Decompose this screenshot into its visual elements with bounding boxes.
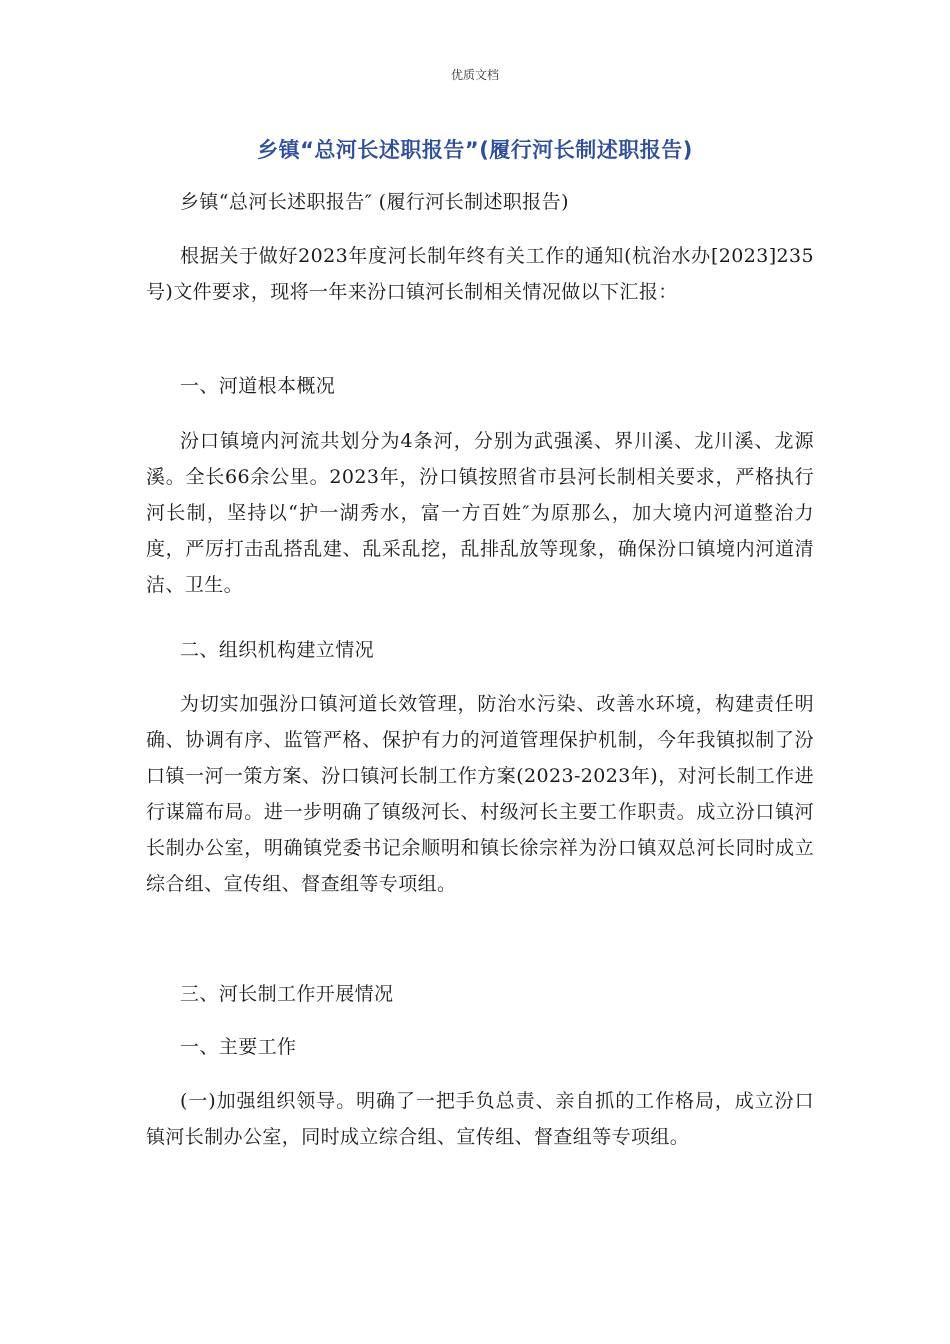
heading-organization: 二、组织机构建立情况 bbox=[180, 639, 375, 661]
heading-river-overview: 一、河道根本概况 bbox=[180, 375, 336, 397]
document-body-2 bbox=[146, 238, 814, 310]
document-body-6 bbox=[146, 686, 814, 902]
document-body-4 bbox=[146, 423, 814, 603]
document-body-7 bbox=[146, 976, 814, 1012]
page-header: 优质文档 bbox=[450, 68, 499, 82]
paragraph-leadership: (一)加强组织领导。明确了一把手负总责、亲自抓的工作格局，成立汾口镇河长制办公室，同时成立综合组、宣传组、督查组等专项组。 bbox=[146, 1090, 814, 1148]
document-body-3 bbox=[146, 368, 814, 404]
paragraph-subtitle: 乡镇“总河长述职报告″ (履行河长制述职报告) bbox=[180, 191, 569, 213]
document-body-1 bbox=[146, 184, 814, 220]
document-body-5 bbox=[146, 632, 814, 668]
document-title: 乡镇“总河长述职报告”(履行河长制述职报告) bbox=[257, 138, 693, 162]
paragraph-river-overview: 汾口镇境内河流共划分为4条河，分别为武强溪、界川溪、龙川溪、龙源溪。全长66余公里。2023年，汾口镇按照省市县河长制相关要求，严格执行河长制，坚持以“护一湖秀水，富一方百姓″为原那么，加大境内河道整治力度，严厉打击乱搭乱建、乱采乱挖，乱排乱放等现象，确保汾口镇境内河道清洁、卫生。 bbox=[146, 430, 814, 596]
paragraph-intro: 根据关于做好2023年度河长制年终有关工作的通知(杭治水办[2023]235号)文件要求，现将一年来汾口镇河长制相关情况做以下汇报： bbox=[146, 245, 814, 303]
paragraph-organization: 为切实加强汾口镇河道长效管理，防治水污染、改善水环境，构建责任明确、协调有序、监管严格、保护有力的河道管理保护机制，今年我镇拟制了汾口镇一河一策方案、汾口镇河长制工作方案(2023-2023年)，对河长制工作进行谋篇布局。进一步明确了镇级河长、村级河长主要工作职责。成立汾口镇河长制办公室，明确镇党委书记余顺明和镇长徐宗祥为汾口镇双总河长同时成立综合组、宣传组、督查组等专项组。 bbox=[146, 693, 814, 895]
heading-work-progress: 三、河长制工作开展情况 bbox=[180, 983, 394, 1005]
document-body-9 bbox=[146, 1083, 814, 1155]
heading-main-work: 一、主要工作 bbox=[180, 1036, 297, 1058]
document-body-8 bbox=[146, 1029, 814, 1065]
